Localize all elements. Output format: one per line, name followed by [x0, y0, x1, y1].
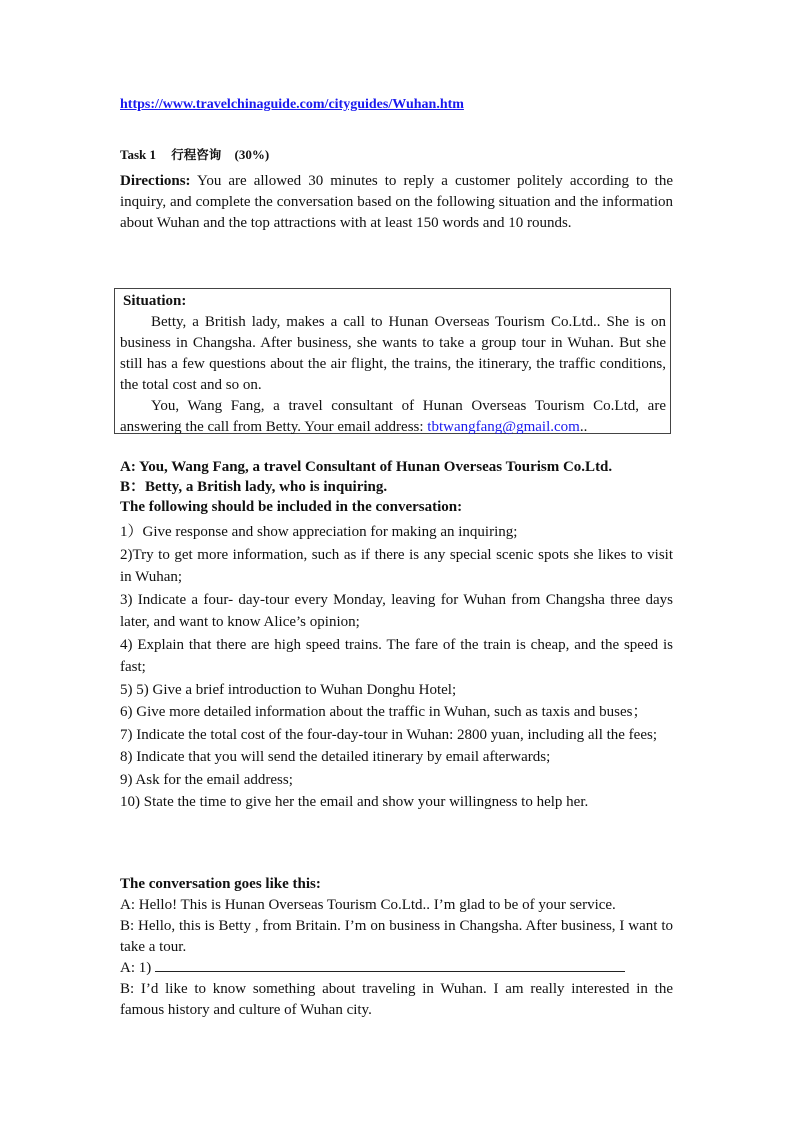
task-heading: [120, 145, 269, 163]
requirement-item: 7) Indicate the total cost of the four-day-tour in Wuhan: 2800 yuan, including all the fees;: [120, 726, 657, 743]
conversation-line: B: Hello, this is Betty , from Britain. I’m on business in Changsha. After business, I want to take a tour.: [120, 918, 673, 955]
conversation-line: A: Hello! This is Hunan Overseas Tourism Co.Ltd.. I’m glad to be of your service.: [120, 897, 616, 913]
conversation-section: [120, 874, 673, 1021]
requirement-item: 10) State the time to give her the email and show your willingness to help her.: [120, 794, 589, 810]
conversation-line-prefix: A: 1): [120, 960, 155, 976]
directions-label: Directions:: [120, 173, 191, 189]
requirement-item: 6) Give more detailed information about the traffic in Wuhan, such as taxis and buses；: [120, 704, 648, 720]
conversation-line-blank: [120, 958, 673, 979]
requirement-item: 5) 5) Give a brief introduction to Wuhan Donghu Hotel;: [120, 681, 457, 698]
requirement-item: 2)Try to get more information, such as if there is any special scenic spots she likes to visit in Wuhan;: [120, 546, 673, 585]
requirement-item: 8) Indicate that you will send the detailed itinerary by email afterwards;: [120, 749, 551, 765]
situation-box: [114, 288, 671, 434]
conversation-title: The conversation goes like this:: [120, 876, 321, 892]
requirement-item: 4) Explain that there are high speed trains. The fare of the train is cheap, and the speed is fast;: [120, 636, 673, 675]
requirement-item: 9) Ask for the email address;: [120, 771, 293, 788]
email-address-link[interactable]: tbtwangfang@gmail.com: [427, 419, 580, 435]
situation-paragraph-2: [120, 396, 666, 438]
situation-paragraph-2-text: You, Wang Fang, a travel consultant of Hunan Overseas Tourism Co.Ltd, are answering the call from Betty. Your email address:: [120, 398, 666, 435]
requirement-item: 1）Give response and show appreciation for making an inquiring;: [120, 524, 518, 540]
task-label: Task 1: [120, 147, 157, 162]
role-b: B：Betty, a British lady, who is inquiring.: [120, 479, 388, 495]
conversation-line: B: I’d like to know something about traveling in Wuhan. I am really interested in the famous history and culture of Wuhan city.: [120, 981, 673, 1018]
email-suffix: ..: [579, 419, 588, 435]
requirement-item: 3) Indicate a four- day-tour every Monday, leaving for Wuhan from Changsha three days later, and want to know Alice’s opinion;: [120, 591, 673, 630]
situation-title: Situation:: [123, 293, 187, 309]
requirements-list: [120, 521, 673, 814]
directions-paragraph: [120, 171, 673, 234]
directions-text: You are allowed 30 minutes to reply a customer politely according to the inquiry, and complete the conversation based on the following situation and the information about Wuhan and the top attractions with at least 150 words and 10 rounds.: [120, 173, 673, 231]
task-weight: (30%): [234, 147, 270, 162]
answer-blank[interactable]: [155, 959, 625, 972]
source-url-link[interactable]: https://www.travelchinaguide.com/cityguides/Wuhan.htm: [120, 97, 464, 112]
situation-paragraph-1: Betty, a British lady, makes a call to Hunan Overseas Tourism Co.Ltd.. She is on business in Changsha. After business, she wants to take a group tour in Wuhan. But she still has a few questions about the air flight, the trains, the itinerary, the traffic conditions, the total cost and so on.: [120, 314, 666, 393]
role-a: A: You, Wang Fang, a travel Consultant of Hunan Overseas Tourism Co.Ltd.: [120, 459, 613, 475]
requirements-heading: The following should be included in the conversation:: [120, 499, 463, 515]
roles-section: [120, 457, 673, 517]
task-title-cn: 行程咨询: [171, 147, 222, 162]
